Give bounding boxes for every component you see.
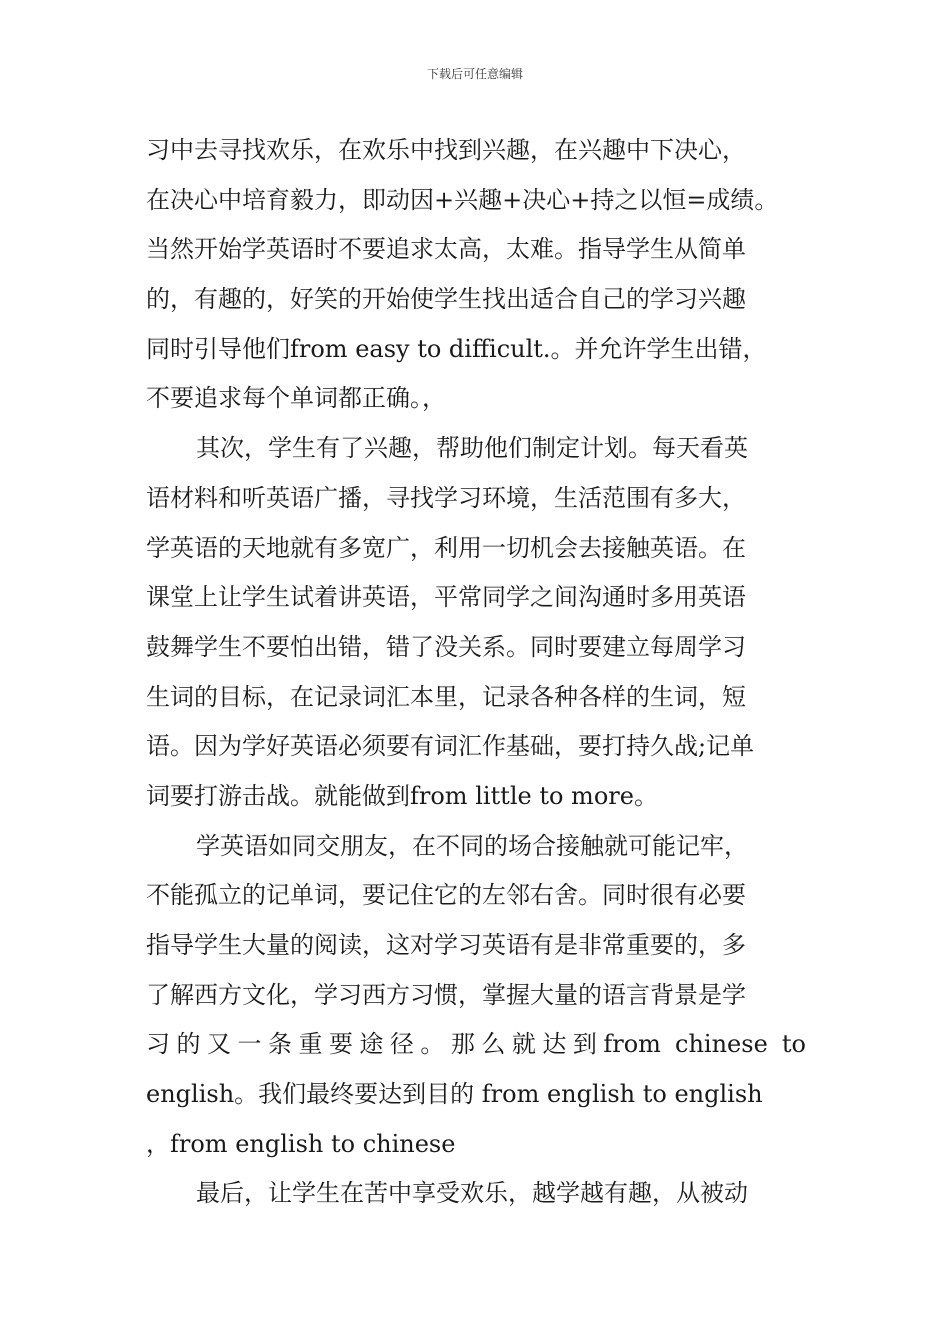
- text-line: 同时引导他们from easy to difficult.。并允许学生出错，: [146, 334, 767, 363]
- paragraph-start-line: 最后，让学生在苦中享受欢乐，越学越有趣，从被动: [196, 1179, 748, 1208]
- text-line: 当然开始学英语时不要追求太高，太难。指导学生从简单: [146, 235, 746, 264]
- text-line: 习的又一条重要途径。那么就达到from chinese to: [146, 1030, 806, 1059]
- text-line: 在决心中培育毅力，即动因+兴趣+决心+持之以恒=成绩。: [146, 185, 779, 214]
- text-line: 习中去寻找欢乐，在欢乐中找到兴趣，在兴趣中下决心，: [146, 136, 746, 164]
- text-line: 指导学生大量的阅读，这对学习英语有是非常重要的，多: [146, 931, 746, 959]
- text-line: 学英语的天地就有多宽广，利用一切机会去接触英语。在: [146, 533, 746, 562]
- text-line: english。我们最终要达到目的 from english to english: [146, 1080, 763, 1109]
- text-line: 的，有趣的，好笑的开始使学生找出适合自己的学习兴趣: [146, 285, 746, 314]
- paragraph-start-line: 其次，学生有了兴趣，帮助他们制定计划。每天看英: [196, 434, 748, 463]
- text-line: 不能孤立的记单词，要记住它的左邻右舍。同时很有必要: [146, 881, 746, 910]
- text-line: 鼓舞学生不要怕出错，错了没关系。同时要建立每周学习: [146, 632, 746, 661]
- text-line: 语。因为学好英语必须要有词汇作基础，要打持久战;记单: [146, 732, 755, 761]
- text-line: 课堂上让学生试着讲英语，平常同学之间沟通时多用英语: [146, 583, 746, 612]
- page-header: 下载后可任意编辑: [426, 67, 523, 81]
- text-line: 词要打游击战。就能做到from little to more。: [146, 781, 658, 810]
- text-line: 不要追求每个单词都正确。，: [146, 384, 446, 413]
- text-line: 了解西方文化，学习西方习惯，掌握大量的语言背景是学: [146, 980, 746, 1009]
- text-line: 语材料和听英语广播，寻找学习环境，生活范围有多大，: [146, 483, 746, 512]
- text-line: 生词的目标，在记录词汇本里，记录各种各样的生词，短: [146, 682, 746, 711]
- paragraph-start-line: 学英语如同交朋友，在不同的场合接触就可能记牢，: [196, 831, 748, 860]
- body-text: [146, 126, 806, 1219]
- text-line: ，from english to chinese: [146, 1129, 456, 1158]
